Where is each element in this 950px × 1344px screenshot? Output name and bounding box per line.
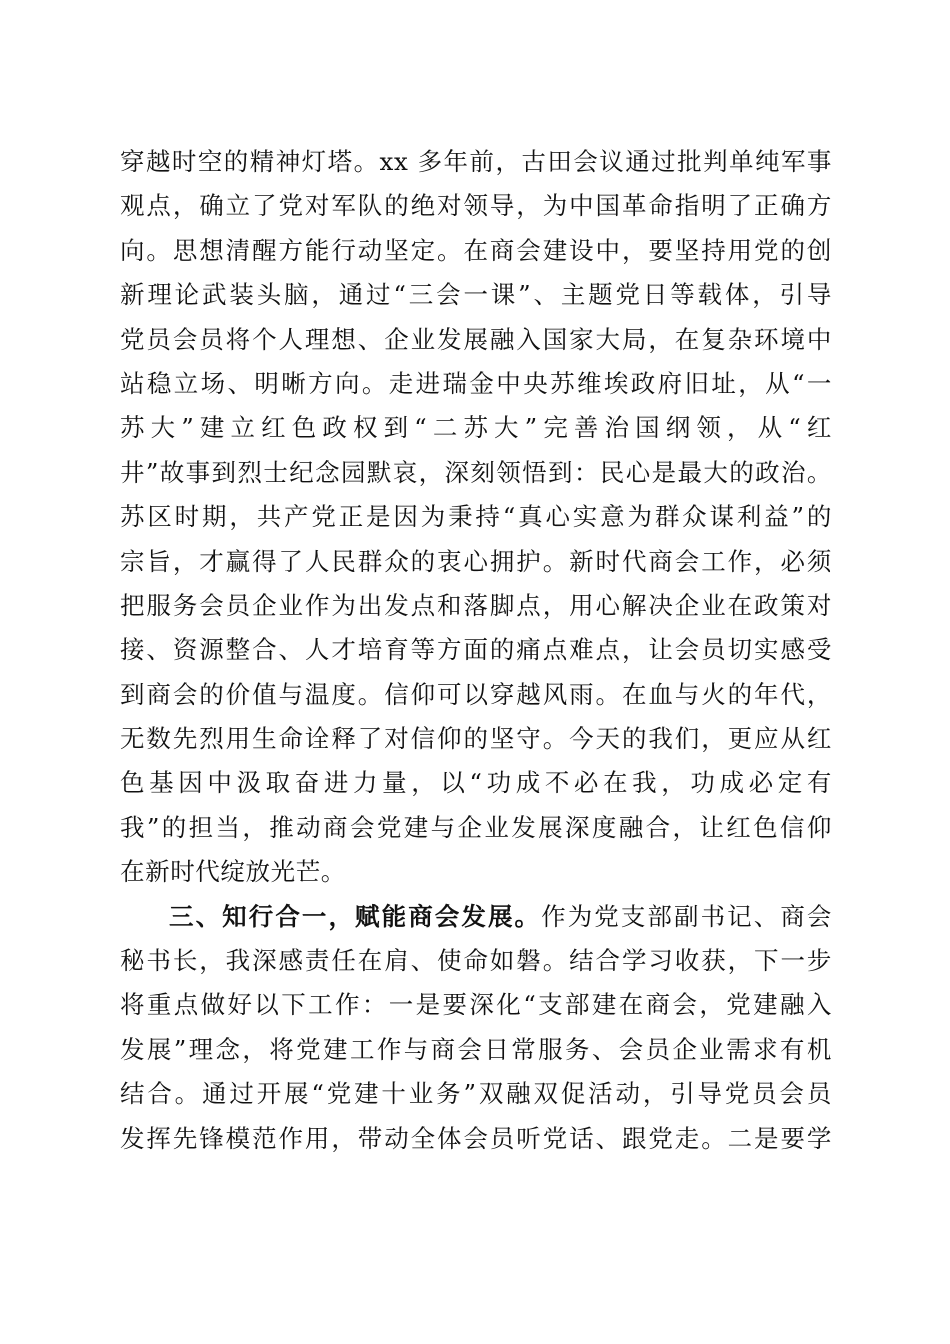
paragraph-line: 将重点做好以下工作：一是要深化“支部建在商会，党建融入 xyxy=(120,990,832,1020)
paragraph-line: 发挥先锋模范作用，带动全体会员听党话、跟党走。二是要学 xyxy=(120,1123,832,1153)
paragraph-line: 观点，确立了党对军队的绝对领导，为中国革命指明了正确方 xyxy=(120,191,832,221)
section-heading-rest: 作为党支部副书记、商会 xyxy=(541,901,832,931)
section-heading-line xyxy=(120,895,832,939)
paragraph-line: 站稳立场、明晰方向。走进瑞金中央苏维埃政府旧址，从“一 xyxy=(120,368,832,398)
paragraph-line: 苏区时期，共产党正是因为秉持“真心实意为群众谋利益”的 xyxy=(120,502,832,532)
paragraph-line: 我”的担当，推动商会党建与企业发展深度融合，让红色信仰 xyxy=(120,812,832,842)
section-heading: 三、知行合一，赋能商会发展。 xyxy=(169,901,542,931)
paragraph-line: 穿越时空的精神灯塔。xx 多年前，古田会议通过批判单纯军事 xyxy=(120,147,832,176)
paragraph-line: 发展”理念，将党建工作与商会日常服务、会员企业需求有机 xyxy=(120,1034,832,1064)
paragraph-line: 向。思想清醒方能行动坚定。在商会建设中，要坚持用党的创 xyxy=(120,235,832,265)
paragraph-line: 结合。通过开展“党建十业务”双融双促活动，引导党员会员 xyxy=(120,1079,832,1109)
paragraph-line: 在新时代绽放光芒。 xyxy=(120,857,346,887)
paragraph-line: 宗旨，才赢得了人民群众的衷心拥护。新时代商会工作，必须 xyxy=(120,546,832,576)
paragraph-line: 色基因中汲取奋进力量，以“功成不必在我，功成必定有 xyxy=(120,768,832,798)
paragraph-line: 接、资源整合、人才培育等方面的痛点难点，让会员切实感受 xyxy=(120,635,832,665)
paragraph-line: 把服务会员企业作为出发点和落脚点，用心解决企业在政策对 xyxy=(120,590,832,620)
body-text xyxy=(120,140,832,1161)
paragraph-line: 到商会的价值与温度。信仰可以穿越风雨。在血与火的年代， xyxy=(120,679,832,709)
paragraph-line: 秘书长，我深感责任在肩、使命如磐。结合学习收获，下一步 xyxy=(120,946,832,976)
paragraph-line: 井”故事到烈士纪念园默哀，深刻领悟到：民心是最大的政治。 xyxy=(120,457,832,487)
paragraph-line: 党员会员将个人理想、企业发展融入国家大局，在复杂环境中 xyxy=(120,324,832,354)
paragraph-line: 苏大”建立红色政权到“二苏大”完善治国纲领，从“红 xyxy=(120,413,832,443)
paragraph-line: 无数先烈用生命诠释了对信仰的坚守。今天的我们，更应从红 xyxy=(120,724,832,754)
paragraph-line: 新理论武装头脑，通过“三会一课”、主题党日等载体，引导 xyxy=(120,280,832,310)
